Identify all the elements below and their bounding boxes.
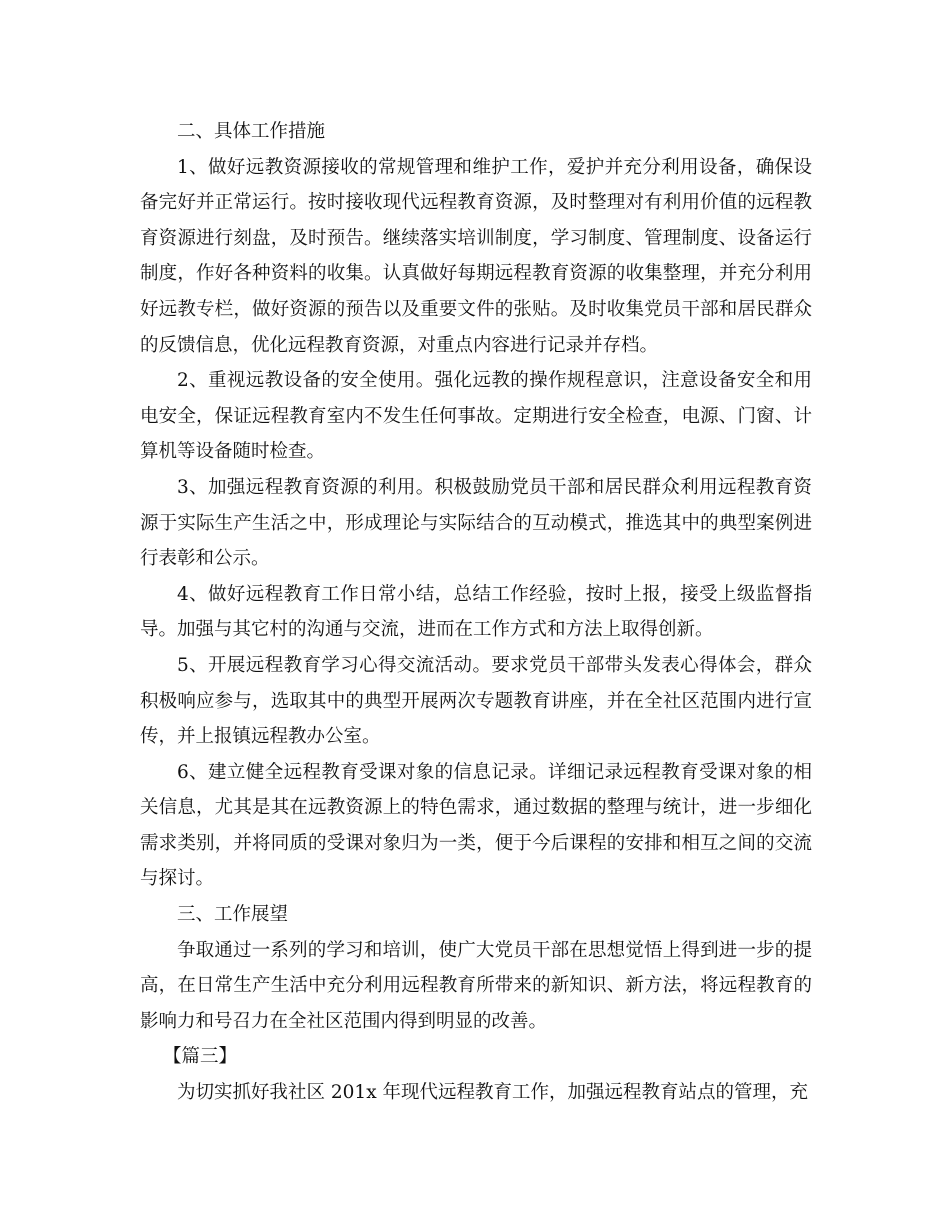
paragraph-item-5: 5、开展远程教育学习心得交流活动。要求党员干部带头发表心得体会，群众积极响应参与，选取其中的典型开展两次专题教育讲座，并在全社区范围内进行宣传，并上报镇远程教办公室。 [140,654,812,748]
paragraph-item-4: 4、做好远程教育工作日常小结，总结工作经验，按时上报，接受上级监督指导。加强与其它村的沟通与交流，进而在工作方式和方法上取得创新。 [140,583,812,641]
paragraph-item-6: 6、建立健全远程教育受课对象的信息记录。详细记录远程教育受课对象的相关信息，尤其是其在远教资源上的特色需求，通过数据的整理与统计，进一步细化需求类别，并将同质的受课对象归为一类，便于今后课程的安排和相互之间的交流与探讨。 [140,761,812,890]
section-heading-measures: 二、具体工作措施 [177,121,326,142]
paragraph-outlook: 争取通过一系列的学习和培训，使广大党员干部在思想觉悟上得到进一步的提高，在日常生产生活中充分利用远程教育所带来的新知识、新方法，将远程教育的影响力和号召力在全社区范围内得到明显的改善。 [140,939,812,1032]
document-body [140,114,812,1111]
paragraph-item-2: 2、重视远教设备的安全使用。强化远教的操作规程意识，注意设备安全和用电安全，保证远程教育室内不发生任何事故。定期进行安全检查，电源、门窗、计算机等设备随时检查。 [140,370,812,463]
part-three-label: 【篇三】 [163,1046,238,1068]
paragraph-part-three-intro: 为切实抓好我社区 201x 年现代远程教育工作，加强远程教育站点的管理，充 [177,1082,809,1104]
paragraph-item-1: 1、做好远教资源接收的常规管理和维护工作，爱护并充分利用设备，确保设备完好并正常运行。按时接收现代远程教育资源，及时整理对有利用价值的远程教育资源进行刻盘，及时预告。继续落实培训制度，学习制度、管理制度、设备运行制度，作好各种资料的收集。认真做好每期远程教育资源的收集整理，并充分利用好远教专栏，做好资源的预告以及重要文件的张贴。及时收集党员干部和居民群众的反馈信息，优化远程教育资源，对重点内容进行记录并存档。 [140,156,812,356]
section-heading-outlook: 三、工作展望 [177,904,289,926]
paragraph-item-3: 3、加强远程教育资源的利用。积极鼓励党员干部和居民群众利用远程教育资源于实际生产生活之中，形成理论与实际结合的互动模式，推选其中的典型案例进行表彰和公示。 [140,476,812,570]
